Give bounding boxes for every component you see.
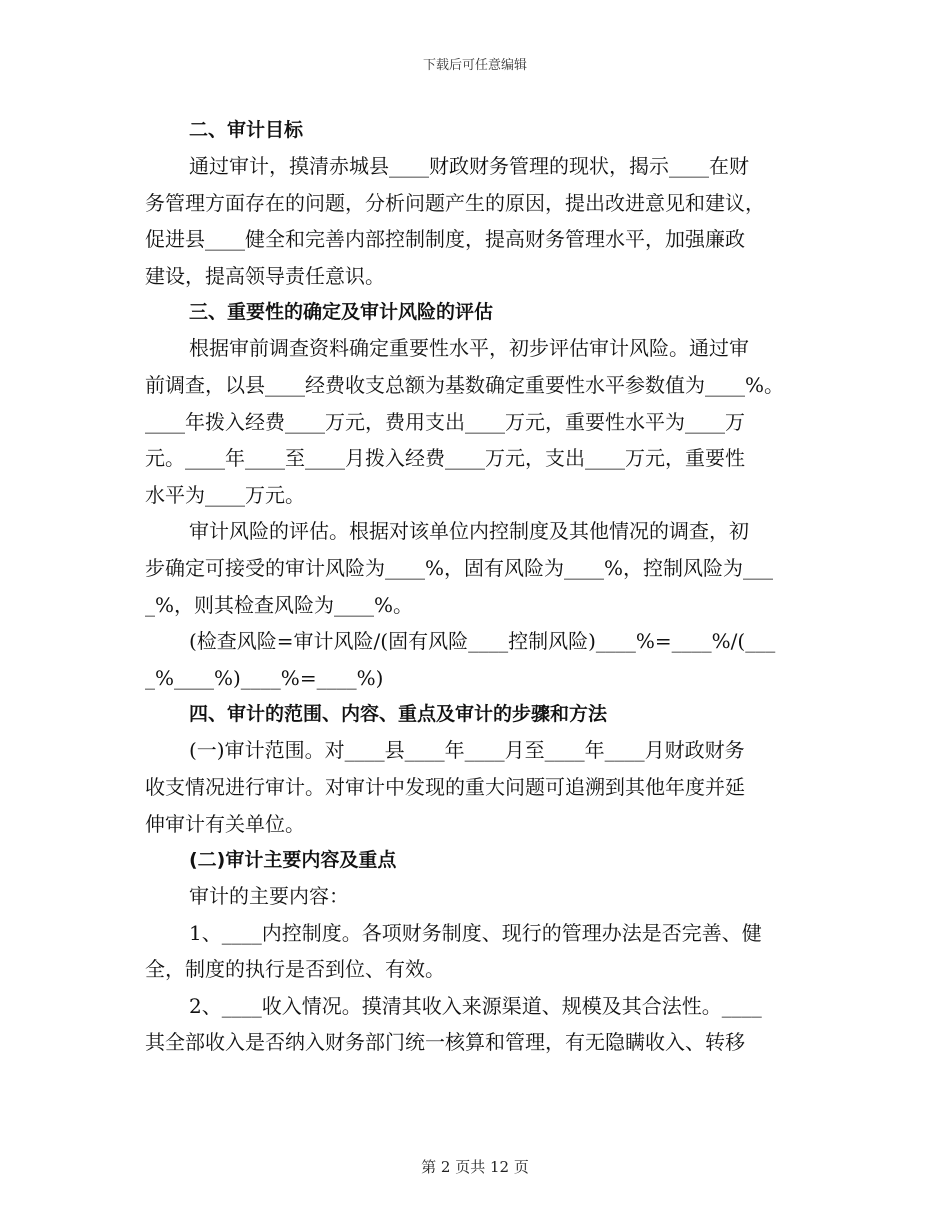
paragraph-audit-goal — [145, 148, 807, 294]
paragraph-risk-formula — [145, 623, 807, 696]
text-line: 全，制度的执行是否到位、有效。 — [145, 957, 445, 982]
text-line: 伸审计有关单位。 — [145, 811, 305, 836]
text-line: _%____%)____%=____%) — [145, 665, 384, 690]
text-line: 2、____收入情况。摸清其收入来源渠道、规模及其合法性。____ — [189, 993, 762, 1018]
section-heading-main-content: (二)审计主要内容及重点 — [189, 849, 397, 872]
text-line: 水平为____万元。 — [145, 482, 305, 507]
text-line: 收支情况进行审计。对审计中发现的重大问题可追溯到其他年度并延 — [145, 774, 745, 799]
text-line: 根据审前调查资料确定重要性水平，初步评估审计风险。通过审 — [189, 336, 749, 361]
section-heading-audit-goal: 二、审计目标 — [189, 119, 304, 141]
text-line: 建设，提高领导责任意识。 — [145, 263, 385, 288]
text-line: (检查风险=审计风险/(固有风险____控制风险)____%=____%/(___ — [189, 629, 776, 654]
section-heading-scope: 四、审计的范围、内容、重点及审计的步骤和方法 — [189, 703, 608, 726]
text-line: 通过审计，摸清赤城县____财政财务管理的现状，揭示____在财 — [189, 154, 749, 178]
text-line: 务管理方面存在的问题，分析问题产生的原因，提出改进意见和建议， — [145, 190, 765, 215]
text-line: (一)审计范围。对____县____年____月至____年____月财政财务 — [189, 738, 745, 763]
text-line: _%，则其检查风险为____%。 — [145, 592, 414, 617]
paragraph-item-2 — [145, 988, 807, 1061]
text-line: ____年拨入经费____万元，费用支出____万元，重要性水平为____万 — [145, 409, 745, 434]
page-footer: 第 2 页共 12 页 — [421, 1158, 529, 1176]
paragraph-main-content-intro — [145, 878, 807, 915]
text-line: 步确定可接受的审计风险为____%，固有风险为____%，控制风险为___ — [145, 555, 774, 580]
text-line: 审计的主要内容： — [189, 884, 349, 909]
text-line: 其全部收入是否纳入财务部门统一核算和管理，有无隐瞒收入、转移 — [145, 1030, 745, 1055]
page-header: 下载后可任意编辑 — [422, 58, 527, 73]
text-line: 促进县____健全和完善内部控制制度，提高财务管理水平，加强廉政 — [145, 227, 745, 252]
paragraph-scope — [145, 732, 807, 842]
paragraph-risk-assessment — [145, 513, 807, 623]
section-heading-materiality: 三、重要性的确定及审计风险的评估 — [189, 301, 494, 324]
text-line: 审计风险的评估。根据对该单位内控制度及其他情况的调查，初 — [189, 519, 749, 544]
paragraph-materiality — [145, 330, 807, 513]
text-line: 1、____内控制度。各项财务制度、现行的管理办法是否完善、健 — [189, 920, 762, 945]
text-line: 元。____年____至____月拨入经费____万元，支出____万元，重要性 — [145, 446, 745, 471]
paragraph-item-1 — [145, 915, 807, 988]
text-line: 前调查，以县____经费收支总额为基数确定重要性水平参数值为____%。 — [145, 372, 785, 397]
document-body — [145, 112, 807, 1061]
